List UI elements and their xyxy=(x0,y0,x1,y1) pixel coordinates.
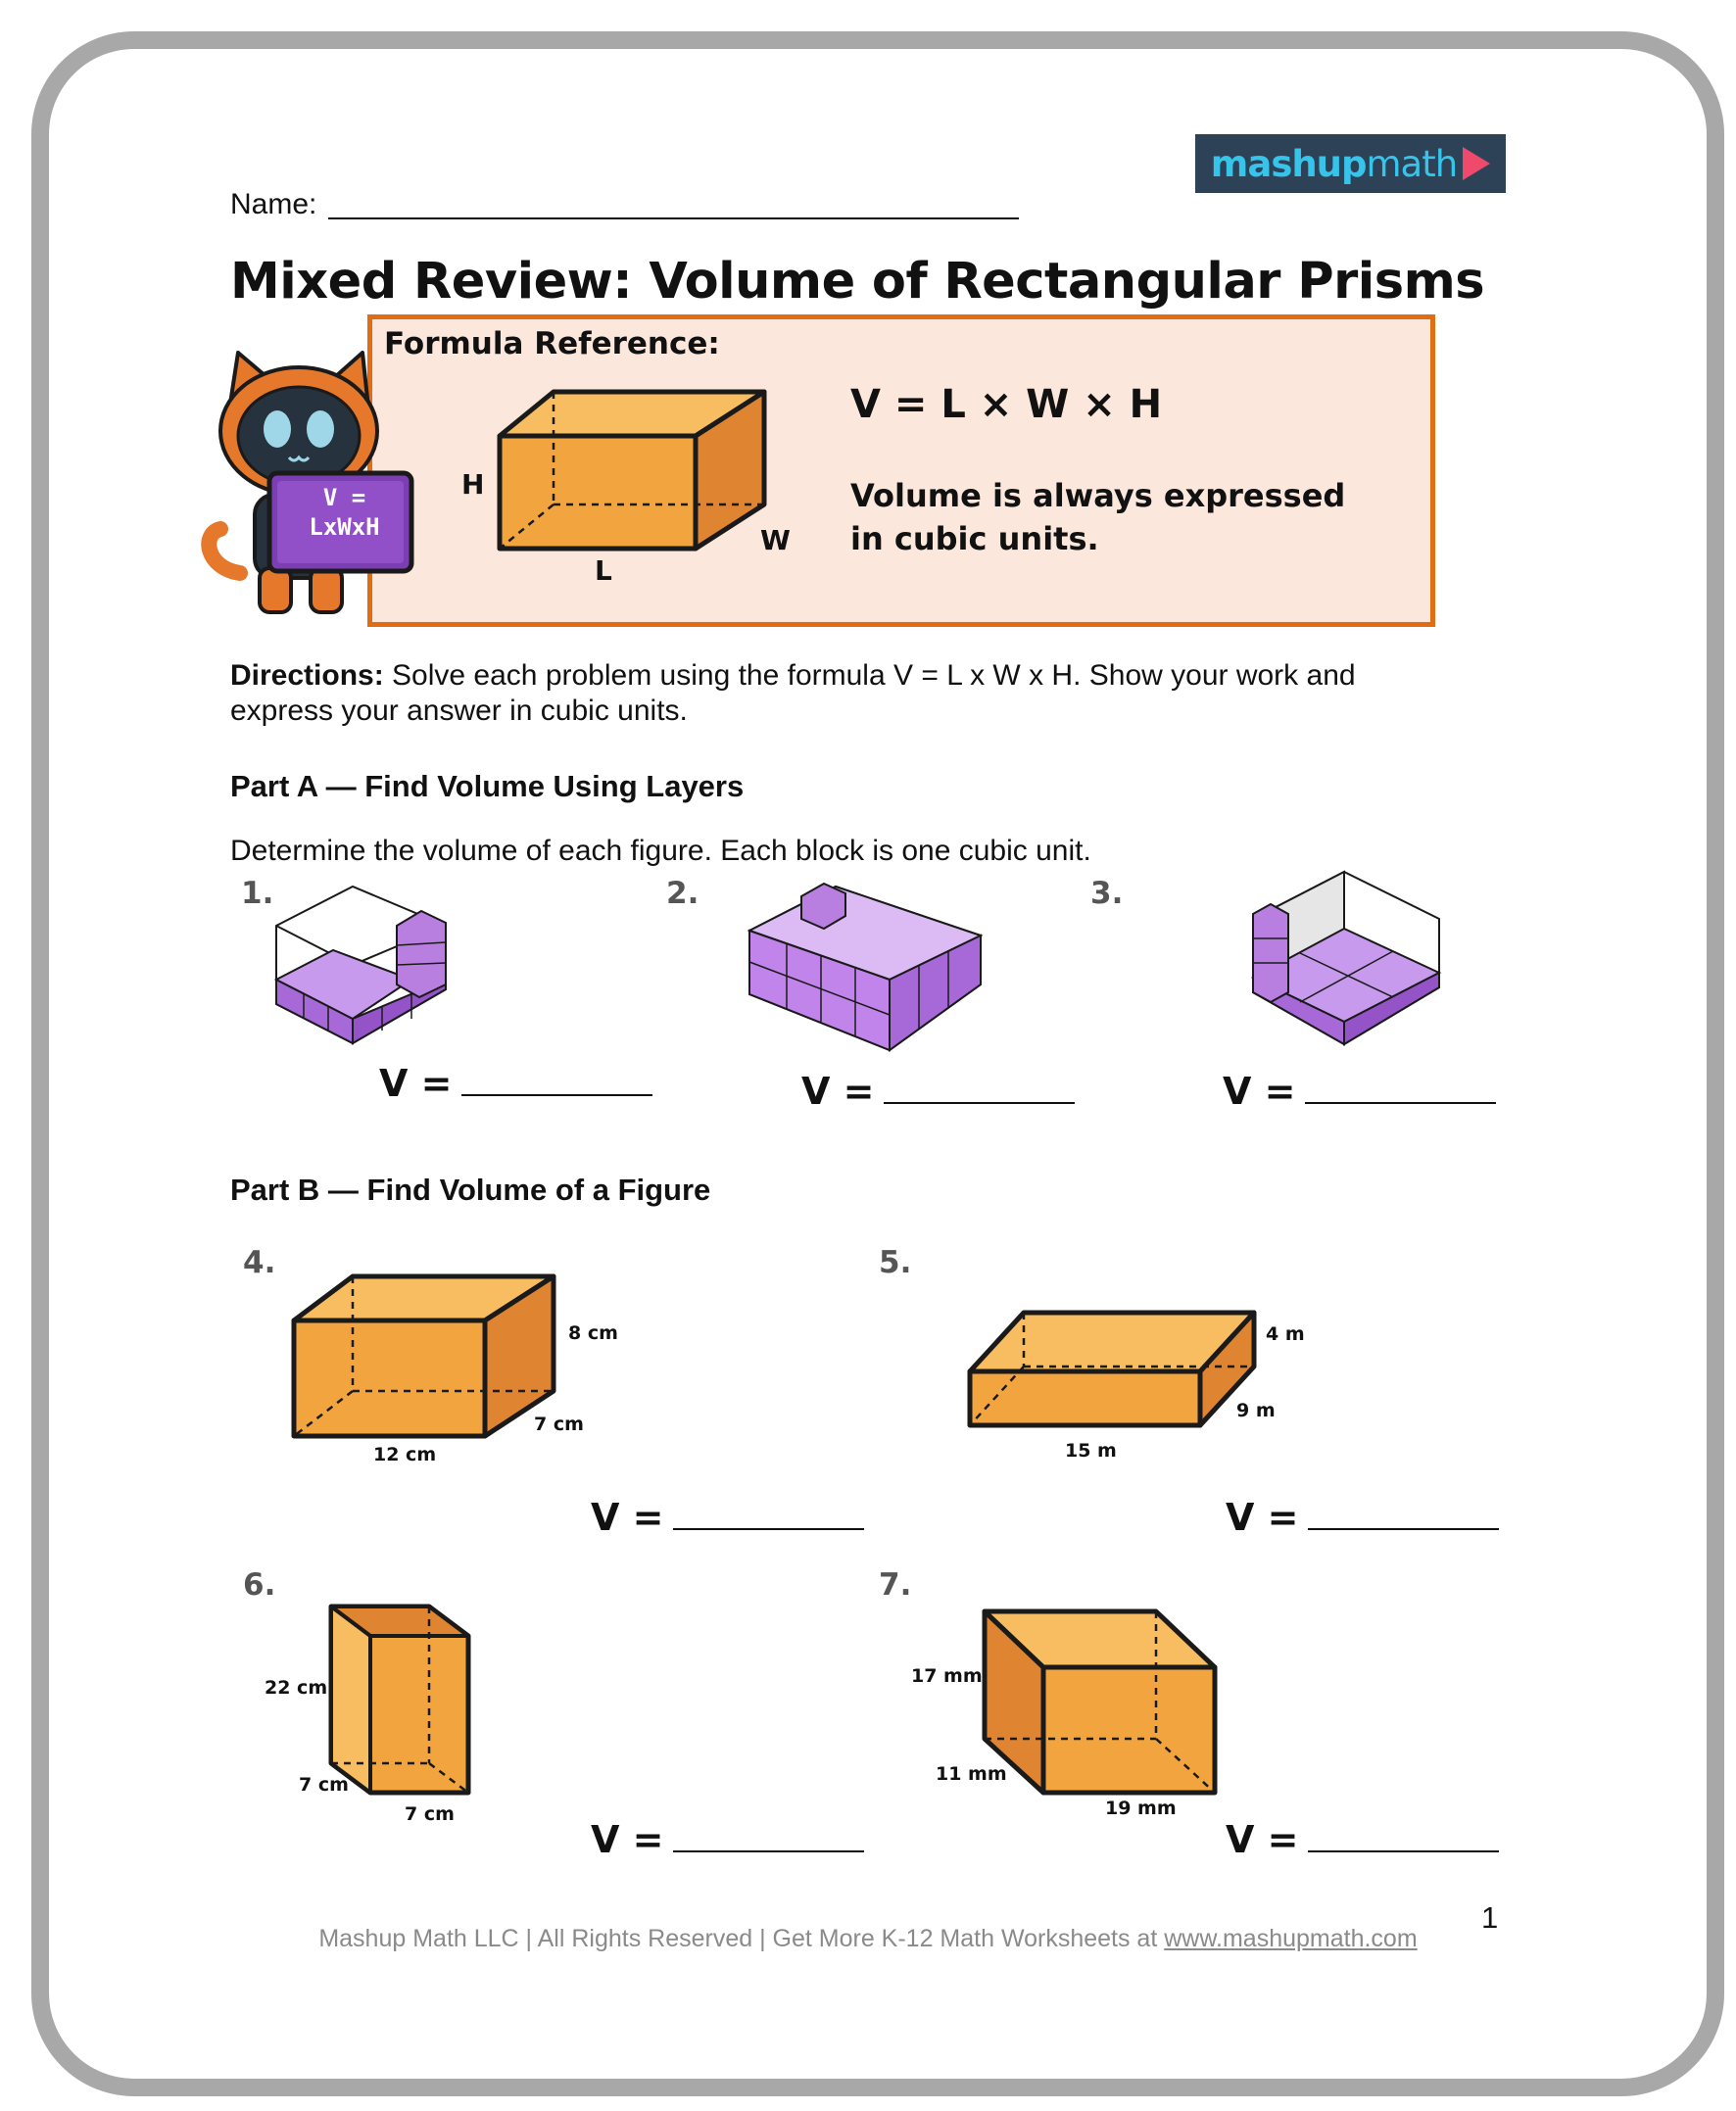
problem-6-height: 22 cm xyxy=(265,1677,328,1699)
answer-label: V = xyxy=(591,1818,664,1861)
problem-4-height: 8 cm xyxy=(568,1322,618,1344)
problem-4-width: 7 cm xyxy=(534,1414,584,1435)
problem-1-number: 1. xyxy=(241,876,274,911)
mashupmath-logo xyxy=(1195,134,1506,193)
answer-line[interactable] xyxy=(884,1073,1075,1104)
footer-text: Mashup Math LLC | All Rights Reserved | Get More K-12 Math Worksheets at xyxy=(318,1925,1158,1952)
directions-label: Directions: xyxy=(230,659,384,692)
answer-line[interactable] xyxy=(1308,1821,1499,1852)
answer-line[interactable] xyxy=(673,1821,864,1852)
problem-7-number: 7. xyxy=(879,1567,912,1603)
height-label: H xyxy=(461,468,485,501)
footer-link[interactable]: www.mashupmath.com xyxy=(1164,1925,1418,1952)
mascot-sign-line1: V = xyxy=(322,484,366,511)
problem-2-number: 2. xyxy=(666,876,699,911)
page-number: 1 xyxy=(1481,1900,1499,1935)
answer-label: V = xyxy=(1226,1818,1299,1861)
part-a-heading: Part A — Find Volume Using Layers xyxy=(230,769,745,803)
answer-label: V = xyxy=(1226,1496,1299,1539)
problem-5-width: 9 m xyxy=(1236,1400,1276,1421)
directions-text: Solve each problem using the formula V = L x W x H. Show your work and express your answer in cubic units. xyxy=(230,659,1356,727)
answer-label: V = xyxy=(379,1062,453,1105)
logo-text-math: math xyxy=(1366,142,1458,185)
length-label: L xyxy=(595,554,612,587)
problem-7-length: 19 mm xyxy=(1105,1798,1177,1819)
cube-figure-2 xyxy=(747,882,983,1053)
problem-4-number: 4. xyxy=(243,1245,276,1280)
answer-label: V = xyxy=(1223,1070,1296,1113)
formula-note: Volume is always expressed in cubic units. xyxy=(850,477,1346,557)
prism-figure-7 xyxy=(980,1607,1220,1798)
reference-prism-illustration xyxy=(490,382,784,558)
problem-5-number: 5. xyxy=(879,1245,912,1280)
mascot-sign-line2: LxWxH xyxy=(309,513,380,541)
mascot-sign-text xyxy=(277,483,411,542)
answer-line[interactable] xyxy=(1305,1073,1496,1104)
problem-6-width: 7 cm xyxy=(299,1774,349,1796)
cube-figure-3 xyxy=(1251,870,1442,1046)
prism-figure-5 xyxy=(965,1308,1259,1430)
problem-7-answer[interactable] xyxy=(1226,1818,1499,1861)
problem-3-answer[interactable] xyxy=(1223,1070,1496,1113)
answer-label: V = xyxy=(801,1070,875,1113)
cube-figure-1 xyxy=(274,882,451,1048)
part-a-instruction: Determine the volume of each figure. Each block is one cubic unit. xyxy=(230,835,1091,867)
formula-reference-heading: Formula Reference: xyxy=(384,326,720,361)
footer xyxy=(0,1925,1736,1953)
problem-4-answer[interactable] xyxy=(591,1496,864,1539)
prism-figure-4 xyxy=(289,1271,558,1440)
problem-2-answer[interactable] xyxy=(801,1070,1075,1113)
answer-line[interactable] xyxy=(1308,1499,1499,1530)
logo-text-mashup: mashup xyxy=(1210,142,1367,185)
problem-6-number: 6. xyxy=(243,1567,276,1603)
play-icon xyxy=(1463,147,1490,180)
problem-6-length: 7 cm xyxy=(405,1803,455,1825)
width-label: W xyxy=(760,524,791,556)
directions xyxy=(230,658,1445,729)
volume-formula: V = L × W × H xyxy=(850,382,1163,427)
problem-7-width: 11 mm xyxy=(936,1763,1007,1785)
problem-6-answer[interactable] xyxy=(591,1818,864,1861)
problem-1-answer[interactable] xyxy=(379,1062,652,1105)
part-b-heading: Part B — Find Volume of a Figure xyxy=(230,1173,711,1207)
answer-label: V = xyxy=(591,1496,664,1539)
answer-line[interactable] xyxy=(673,1499,864,1530)
answer-line[interactable] xyxy=(461,1065,652,1096)
problem-4-length: 12 cm xyxy=(373,1444,437,1465)
name-input-line[interactable] xyxy=(328,217,1019,219)
problem-3-number: 3. xyxy=(1090,876,1124,911)
page-title: Mixed Review: Volume of Rectangular Prisms xyxy=(230,253,1485,311)
problem-7-height: 17 mm xyxy=(911,1665,983,1687)
name-label: Name: xyxy=(230,188,317,220)
problem-5-height: 4 m xyxy=(1266,1323,1305,1345)
problem-5-answer[interactable] xyxy=(1226,1496,1499,1539)
problem-5-length: 15 m xyxy=(1065,1440,1117,1462)
prism-figure-6 xyxy=(326,1602,473,1798)
